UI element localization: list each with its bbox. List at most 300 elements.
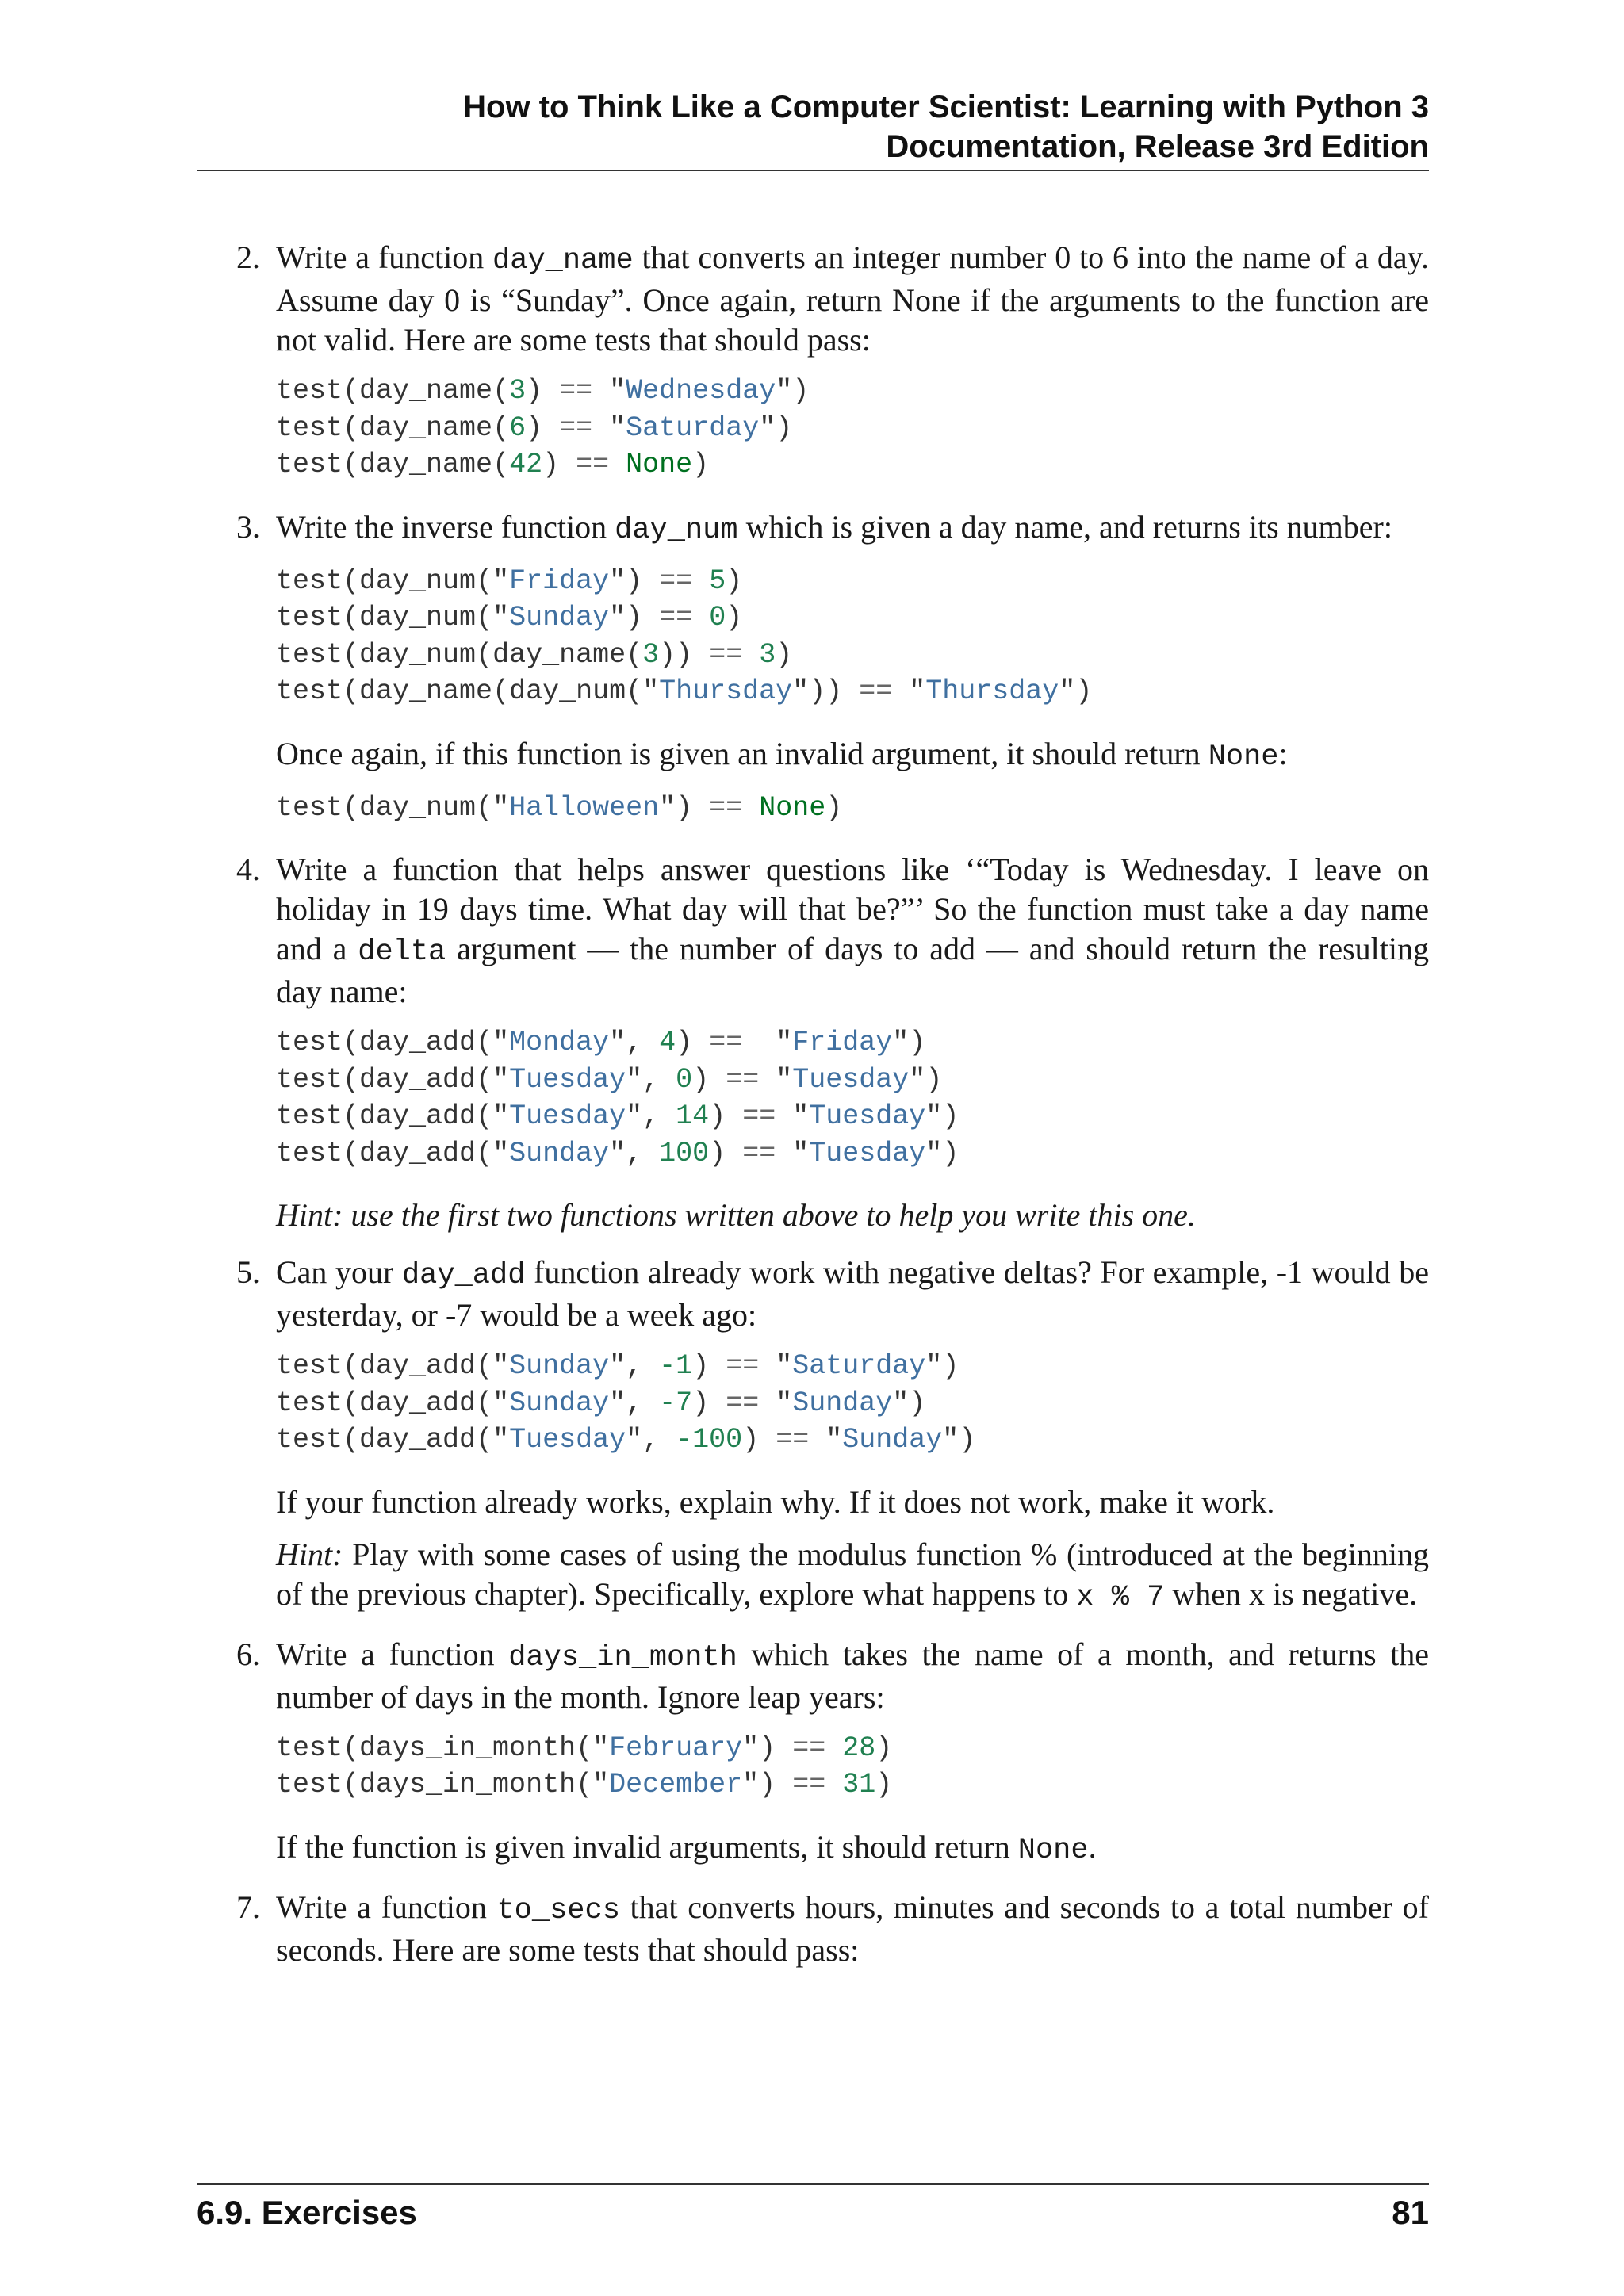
code-text: day_name (359, 411, 493, 444)
text-run: which is given a day name, and returns its number: (737, 508, 1392, 545)
code-text: ) (692, 1387, 710, 1419)
code-string: Thursday (925, 675, 1059, 707)
code-text: days_in_month (359, 1769, 576, 1800)
code-text: ) (1075, 675, 1093, 707)
exercise-list (197, 238, 1429, 1970)
code-operator: == (659, 602, 693, 633)
code-text: ) (825, 791, 843, 824)
code-number: -7 (659, 1387, 693, 1419)
code-keyword: None (759, 791, 826, 824)
code-text: day_name (492, 638, 626, 671)
code-line (276, 1385, 1429, 1422)
inline-code: delta (358, 936, 446, 969)
exercise-number: 6. (236, 1636, 260, 1672)
exercise-paragraph (276, 1888, 1429, 1970)
code-text: day_add (359, 1350, 477, 1382)
code-quote: " (792, 1100, 810, 1132)
code-quote: " (492, 1424, 510, 1456)
code-text: ) (909, 1027, 926, 1058)
text-run: Play with some cases of using the modulus function % (introduced at the beginning of the previous chapter). Specifically, explore what happens to (276, 1536, 1429, 1612)
exercise-paragraph (276, 1635, 1429, 1717)
text-run: that converts an integer number 0 to 6 into the name of a day. Assume day 0 is “Sunday”. Once again, return None if the arguments to the function are not valid. Here are some tests that should pass: (276, 239, 1429, 358)
code-line (276, 790, 1429, 827)
code-text: test (276, 564, 343, 597)
code-text: day_add (359, 1424, 477, 1456)
code-text: ) (692, 1350, 710, 1382)
code-text: , (642, 1424, 660, 1456)
code-operator: == (742, 1137, 776, 1169)
exercise-item (197, 238, 1429, 484)
code-text (692, 792, 709, 824)
code-number: 31 (842, 1769, 876, 1800)
inline-code: to_secs (496, 1893, 620, 1927)
code-text: ( (476, 638, 493, 671)
code-text (892, 675, 909, 707)
footer-section-title: 6.9. Exercises (197, 2194, 417, 2231)
code-text (709, 1350, 726, 1382)
code-text: ) (659, 638, 676, 671)
code-text: test (276, 638, 343, 671)
code-quote: " (792, 675, 810, 707)
code-text: ) (676, 1027, 693, 1058)
code-line (276, 1730, 1429, 1767)
code-text (809, 1424, 825, 1456)
code-quote: " (776, 1350, 793, 1382)
code-number: -1 (659, 1350, 693, 1382)
code-string: Tuesday (509, 1063, 626, 1096)
code-operator: == (559, 375, 593, 407)
code-text: ( (626, 675, 643, 707)
exercise-item (197, 1888, 1429, 1970)
code-text: day_num (359, 564, 477, 597)
code-text: ( (476, 1350, 493, 1382)
code-string: Sunday (509, 1350, 610, 1382)
header-title-line-2: Documentation, Release 3rd Edition (886, 129, 1429, 164)
exercise-number: 7. (236, 1888, 260, 1925)
code-text: ( (476, 1387, 493, 1419)
code-operator: == (742, 1100, 776, 1132)
code-line (276, 1098, 1429, 1135)
code-text: days_in_month (359, 1732, 576, 1764)
text-run: : (1278, 735, 1288, 771)
code-text: ) (676, 638, 693, 671)
inline-code: days_in_month (508, 1640, 737, 1674)
code-text: test (276, 1100, 343, 1132)
code-text (642, 602, 659, 633)
code-text: ( (476, 1424, 493, 1456)
code-string: Halloween (509, 791, 660, 824)
text-run: . (1088, 1828, 1097, 1865)
code-text: ) (626, 602, 643, 633)
code-quote: " (792, 1137, 810, 1169)
code-text: ) (925, 1063, 943, 1096)
code-number: 0 (709, 602, 726, 633)
code-operator: == (859, 675, 893, 707)
code-text: ) (542, 449, 560, 480)
running-header (197, 87, 1429, 166)
code-text: ) (875, 1769, 893, 1800)
code-text (709, 1064, 726, 1096)
code-number: -100 (676, 1424, 743, 1456)
code-string: Tuesday (792, 1063, 910, 1096)
code-text: ( (343, 1100, 360, 1132)
code-text: test (276, 1063, 343, 1096)
code-text (542, 375, 559, 407)
code-text: ) (942, 1350, 959, 1382)
code-operator: == (792, 1732, 826, 1764)
code-text: , (626, 1387, 643, 1419)
code-text: ) (742, 1424, 760, 1456)
code-quote: " (776, 1027, 793, 1058)
code-text: ) (726, 602, 743, 633)
code-text (825, 1769, 842, 1800)
code-operator: == (726, 1063, 760, 1096)
code-string: Sunday (792, 1387, 893, 1419)
code-operator: == (659, 564, 693, 597)
code-number: 28 (842, 1732, 876, 1764)
code-text (559, 449, 576, 480)
code-text: ( (343, 1769, 360, 1800)
code-quote: " (492, 1350, 510, 1382)
code-text: ) (776, 638, 793, 671)
code-text (776, 1769, 792, 1800)
code-quote: " (892, 1027, 910, 1058)
code-text (726, 1138, 742, 1169)
code-text (759, 1387, 776, 1419)
code-block (276, 790, 1429, 827)
code-text (825, 1732, 842, 1764)
code-operator: == (792, 1769, 826, 1800)
code-quote: " (626, 1063, 643, 1096)
code-line (276, 1135, 1429, 1173)
code-text: ( (343, 1350, 360, 1382)
header-title-line-1: How to Think Like a Computer Scientist: Learning with Python 3 (463, 90, 1429, 124)
code-text: , (626, 1027, 643, 1058)
code-text: ( (343, 1732, 360, 1764)
code-text: ) (875, 1732, 893, 1764)
emphasis-text: Hint: use the first two functions written above to help you write this one. (276, 1197, 1196, 1233)
code-string: Wednesday (626, 375, 776, 407)
code-string: February (609, 1732, 743, 1764)
code-text: day_name (359, 675, 493, 707)
code-text: test (276, 791, 343, 824)
code-text: ( (476, 1137, 493, 1169)
code-block (276, 373, 1429, 484)
code-text: day_add (359, 1137, 477, 1169)
exercise-paragraph (276, 1483, 1429, 1522)
code-quote: " (642, 675, 660, 707)
inline-code: day_name (492, 244, 634, 277)
emphasis-text: Hint: (276, 1536, 343, 1572)
code-text: ( (576, 1732, 593, 1764)
code-block (276, 1024, 1429, 1172)
code-operator: == (709, 791, 743, 824)
code-text (642, 1350, 659, 1382)
code-quote: " (592, 1732, 610, 1764)
code-quote: " (609, 564, 626, 597)
code-text (659, 1100, 676, 1132)
code-text (776, 1138, 792, 1169)
code-text (642, 1387, 659, 1419)
code-line (276, 1348, 1429, 1385)
inline-code: None (1017, 1833, 1089, 1867)
code-operator: == (576, 449, 610, 480)
code-quote: " (492, 602, 510, 633)
code-string: Friday (509, 564, 610, 597)
code-string: Sunday (509, 602, 610, 633)
code-text (709, 1387, 726, 1419)
code-text: ) (626, 564, 643, 597)
code-line (276, 446, 1429, 484)
code-string: Monday (509, 1027, 610, 1058)
text-run: when x is negative. (1164, 1575, 1418, 1612)
exercise-paragraph (276, 507, 1429, 550)
code-text (776, 1100, 792, 1132)
code-text: test (276, 411, 343, 444)
code-text: ( (476, 1100, 493, 1132)
exercise-number: 5. (236, 1254, 260, 1290)
code-quote: " (1059, 675, 1076, 707)
code-text: ) (759, 1732, 776, 1764)
code-text: ( (343, 564, 360, 597)
text-run: which takes the name of a month, and returns the number of days in the month. Ignore leap years: (276, 1636, 1429, 1715)
code-string: Tuesday (809, 1100, 926, 1132)
code-text: day_add (359, 1387, 477, 1419)
code-number: 0 (676, 1063, 693, 1096)
code-quote: " (609, 602, 626, 633)
code-text: day_num (359, 602, 477, 633)
code-text: ) (692, 449, 710, 480)
code-text: ) (709, 1100, 726, 1132)
code-string: Thursday (659, 675, 793, 707)
footer-page-number: 81 (1392, 2194, 1429, 2231)
code-text: ( (343, 791, 360, 824)
inline-code: day_num (615, 513, 738, 547)
code-text: ) (709, 1137, 726, 1169)
text-run: Write a function (276, 1636, 509, 1672)
code-text: test (276, 675, 343, 707)
exercise-paragraph (276, 1535, 1429, 1617)
code-text: ( (343, 375, 360, 407)
exercise-paragraph (276, 1827, 1429, 1870)
code-text: day_add (359, 1100, 477, 1132)
code-string: Saturday (626, 411, 760, 444)
code-text: day_add (359, 1027, 477, 1058)
code-text: test (276, 1387, 343, 1419)
code-number: 5 (709, 564, 726, 597)
code-text (776, 1732, 792, 1764)
code-text: test (276, 449, 343, 480)
code-text: test (276, 375, 343, 407)
code-text: test (276, 602, 343, 633)
code-text: day_add (359, 1063, 477, 1096)
code-text: test (276, 1027, 343, 1058)
code-operator: == (559, 411, 593, 444)
code-text: ( (343, 602, 360, 633)
code-quote: " (892, 1387, 910, 1419)
exercise-item (197, 1253, 1429, 1617)
code-text: ) (792, 375, 810, 407)
code-number: 3 (509, 375, 527, 407)
code-text: ) (942, 1137, 959, 1169)
code-text: test (276, 1424, 343, 1456)
code-quote: " (609, 1387, 626, 1419)
code-text: ) (825, 675, 843, 707)
code-text (542, 412, 559, 444)
text-run: Write the inverse function (276, 508, 615, 545)
code-quote: " (609, 1137, 626, 1169)
code-quote: " (492, 1100, 510, 1132)
text-run: If the function is given invalid arguments, it should return (276, 1828, 1018, 1865)
inline-code: x % 7 (1076, 1580, 1165, 1614)
text-run: function already work with negative deltas? For example, -1 would be yesterday, or -7 would be a week ago: (276, 1254, 1429, 1333)
exercise-item (197, 1635, 1429, 1870)
text-run: argument — the number of days to add — and should return the resulting day name: (276, 931, 1429, 1009)
code-text: ( (343, 449, 360, 480)
code-string: Tuesday (509, 1100, 626, 1132)
code-line (276, 1766, 1429, 1804)
code-text: ) (726, 564, 743, 597)
code-text: ( (476, 602, 493, 633)
code-text: ( (626, 638, 643, 671)
inline-code: day_add (401, 1259, 526, 1292)
code-line (276, 1422, 1429, 1459)
code-text: day_num (509, 675, 626, 707)
code-text: ( (343, 1137, 360, 1169)
header-rule (197, 170, 1429, 171)
code-text: ) (526, 411, 543, 444)
code-quote: " (492, 1137, 510, 1169)
code-quote: " (492, 564, 510, 597)
code-text: ) (942, 1100, 959, 1132)
code-quote: " (609, 1350, 626, 1382)
code-text: ( (476, 564, 493, 597)
code-operator: == (776, 1424, 810, 1456)
code-line (276, 673, 1429, 710)
code-text: ( (492, 449, 510, 480)
code-text: ( (343, 1027, 360, 1058)
code-text: , (626, 1137, 643, 1169)
code-text (642, 1138, 659, 1169)
exercise-paragraph (276, 734, 1429, 777)
code-text (742, 1027, 776, 1058)
code-text: ( (492, 675, 510, 707)
code-quote: " (909, 675, 926, 707)
code-text: ) (692, 1063, 710, 1096)
code-quote: " (776, 375, 793, 407)
page-content (197, 238, 1429, 1988)
code-quote: " (742, 1769, 760, 1800)
code-quote: " (492, 1387, 510, 1419)
code-quote: " (492, 791, 510, 824)
code-text: test (276, 1732, 343, 1764)
code-operator: == (726, 1350, 760, 1382)
code-line (276, 637, 1429, 674)
code-string: Sunday (842, 1424, 943, 1456)
code-text: day_name (359, 375, 493, 407)
code-text: ( (476, 1063, 493, 1096)
code-text (742, 792, 759, 824)
code-text: ( (576, 1769, 593, 1800)
text-run: Write a function (276, 239, 493, 275)
exercise-number: 4. (236, 851, 260, 887)
text-run: Once again, if this function is given an invalid argument, it should return (276, 735, 1208, 771)
code-text (842, 675, 859, 707)
code-text: ) (909, 1387, 926, 1419)
code-line (276, 1024, 1429, 1062)
code-text: ( (343, 638, 360, 671)
code-line (276, 1062, 1429, 1099)
code-text: ) (676, 791, 693, 824)
code-line (276, 410, 1429, 447)
code-text: , (642, 1100, 660, 1132)
code-number: 3 (642, 638, 660, 671)
code-text (609, 449, 626, 480)
code-string: Sunday (509, 1137, 610, 1169)
code-quote: " (942, 1424, 959, 1456)
code-block (276, 563, 1429, 710)
exercise-paragraph (276, 850, 1429, 1012)
code-quote: " (626, 1424, 643, 1456)
exercise-item (197, 507, 1429, 827)
code-string: December (609, 1769, 743, 1800)
code-text (592, 412, 609, 444)
code-text: , (642, 1063, 660, 1096)
code-text (692, 639, 709, 671)
code-operator: == (709, 638, 743, 671)
code-quote: " (609, 411, 626, 444)
code-number: 6 (509, 411, 527, 444)
code-text: test (276, 1350, 343, 1382)
code-text (726, 1100, 742, 1132)
text-run: Write a function that helps answer questions like ‘“Today is Wednesday. I leave on holiday in 19 days time. What day will that be?”’ So the function must take a day name and a (276, 851, 1429, 966)
code-text: ( (476, 1027, 493, 1058)
code-quote: " (776, 1063, 793, 1096)
code-text (642, 565, 659, 597)
exercise-item (197, 850, 1429, 1235)
code-string: Tuesday (809, 1137, 926, 1169)
code-text: ) (959, 1424, 976, 1456)
code-string: Saturday (792, 1350, 926, 1382)
code-text: ( (343, 1424, 360, 1456)
code-line (276, 563, 1429, 600)
code-text (692, 602, 709, 633)
code-quote: " (492, 1027, 510, 1058)
code-number: 3 (759, 638, 776, 671)
code-quote: " (825, 1424, 843, 1456)
code-text: ) (759, 1769, 776, 1800)
code-text: day_num (359, 791, 477, 824)
code-string: Sunday (509, 1387, 610, 1419)
code-block (276, 1348, 1429, 1459)
code-operator: == (726, 1387, 760, 1419)
code-text (742, 639, 759, 671)
code-text: ( (476, 791, 493, 824)
code-quote: " (925, 1100, 943, 1132)
code-text: ) (809, 675, 826, 707)
code-text: ( (343, 411, 360, 444)
code-quote: " (776, 1387, 793, 1419)
code-keyword: None (626, 449, 693, 480)
code-text (659, 1424, 676, 1456)
code-text: , (626, 1350, 643, 1382)
code-text (642, 1027, 659, 1058)
code-quote: " (626, 1100, 643, 1132)
exercise-number: 2. (236, 239, 260, 275)
text-run: Can your (276, 1254, 402, 1290)
code-string: Tuesday (509, 1424, 626, 1456)
code-quote: " (659, 791, 676, 824)
